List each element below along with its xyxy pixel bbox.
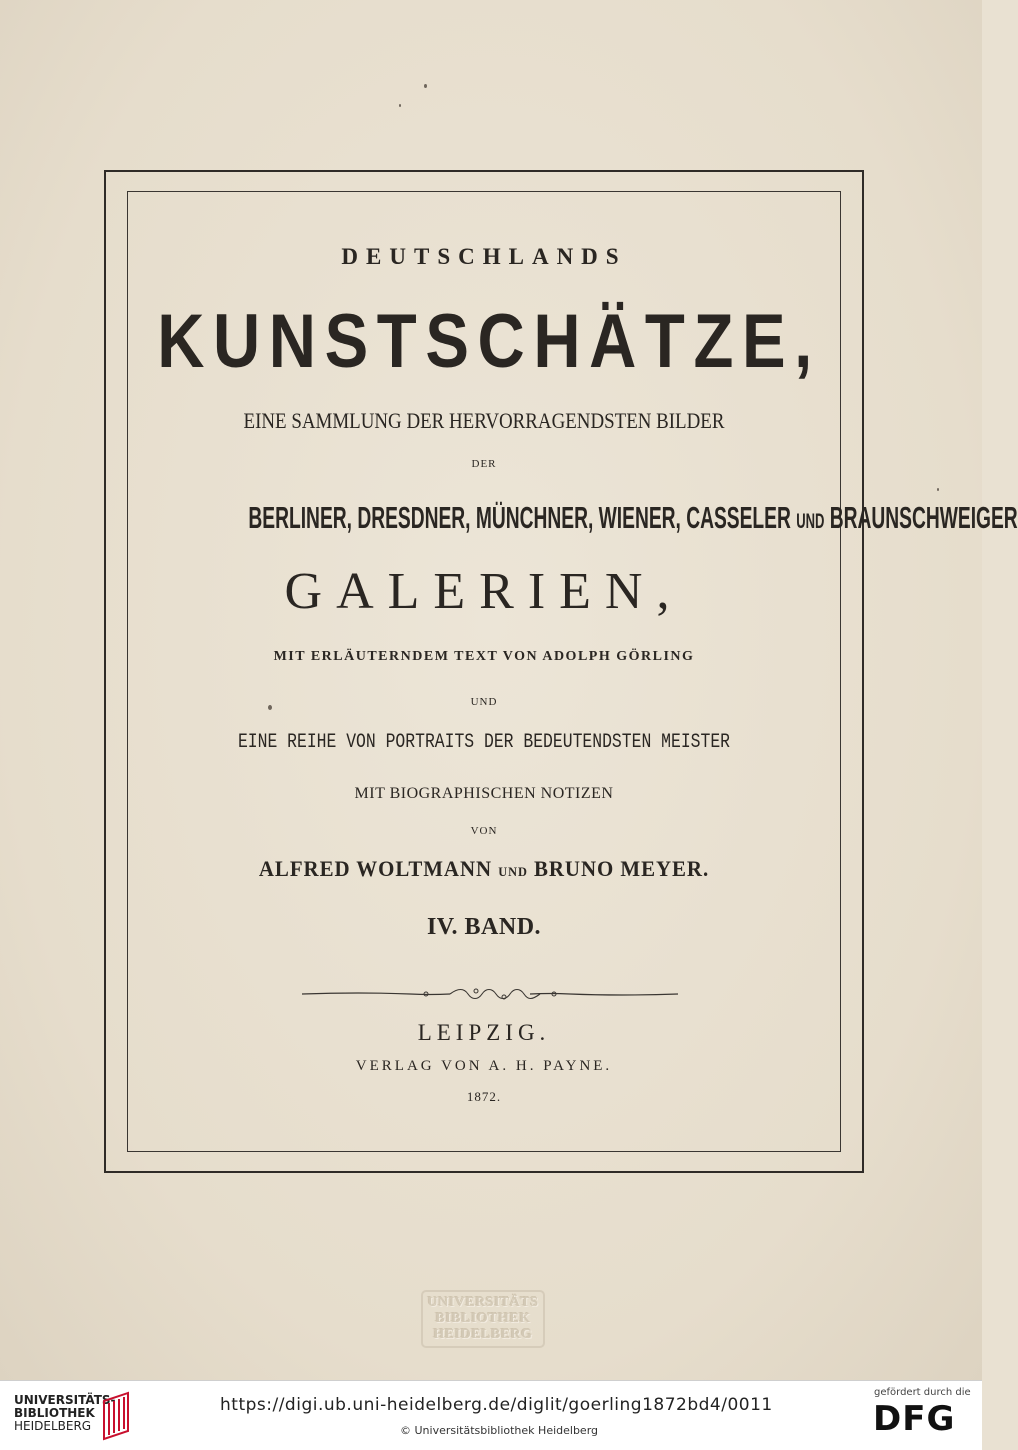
galleries-list-b: BRAUNSCHWEIGER xyxy=(824,500,1018,535)
authors-und: UND xyxy=(498,864,528,879)
author-meyer: BRUNO MEYER. xyxy=(527,856,710,881)
title-deutschlands: DEUTSCHLANDS xyxy=(341,244,627,269)
library-blind-stamp xyxy=(421,1290,545,1348)
permalink-url[interactable]: https://digi.ub.uni-heidelberg.de/diglit/goerling1872bd4/0011 xyxy=(220,1395,773,1415)
authors xyxy=(123,856,845,882)
library-logo-icon xyxy=(98,1389,138,1441)
paper-speck xyxy=(424,84,427,88)
text-von: VON xyxy=(470,825,498,837)
copyright-text: © Universitätsbibliothek Heidelberg xyxy=(400,1424,599,1437)
text-portraits: EINE REIHE VON PORTRAITS DER BEDEUTENDSTEN MEISTER xyxy=(237,731,731,754)
volume-label: IV. BAND. xyxy=(426,914,542,940)
library-name-line-2: BIBLIOTHEK xyxy=(14,1406,95,1420)
paper-speck xyxy=(268,705,272,710)
galleries-list xyxy=(248,500,1018,536)
galleries-list-und: UND xyxy=(796,510,825,533)
title-kunstschaetze: KUNSTSCHÄTZE, xyxy=(157,299,821,384)
ornament-divider xyxy=(300,985,680,1003)
paper-speck xyxy=(937,488,939,491)
city-leipzig: LEIPZIG. xyxy=(417,1020,551,1045)
library-name-line-1: UNIVERSITÄTS- xyxy=(14,1393,116,1407)
library-name-line-3: HEIDELBERG xyxy=(14,1419,92,1433)
text-der: DER xyxy=(471,458,497,470)
publisher: VERLAG VON A. H. PAYNE. xyxy=(355,1058,613,1074)
dfg-logo: DFG xyxy=(873,1399,956,1439)
stamp-line-2: BIBLIOTHEK xyxy=(435,1311,531,1326)
subtitle-sammlung: EINE SAMMLUNG DER HERVORRAGENDSTEN BILDER xyxy=(243,408,725,433)
funded-by-text: gefördert durch die xyxy=(874,1387,971,1398)
text-erlaeuterndem: MIT ERLÄUTERNDEM TEXT VON ADOLPH GÖRLING xyxy=(273,649,695,664)
stamp-line-3: HEIDELBERG xyxy=(433,1327,533,1342)
year: 1872. xyxy=(466,1089,502,1104)
galleries-list-a: BERLINER, DRESDNER, MÜNCHNER, WIENER, CASSELER xyxy=(248,500,797,535)
text-biographischen: MIT BIOGRAPHISCHEN NOTIZEN xyxy=(354,785,614,802)
author-woltmann: ALFRED WOLTMANN xyxy=(258,856,499,881)
footer-bar xyxy=(0,1380,982,1450)
text-und: UND xyxy=(470,696,498,708)
stamp-line-1: UNIVERSITÄTS xyxy=(427,1295,539,1310)
title-galerien: GALERIEN, xyxy=(284,563,684,620)
paper-speck xyxy=(399,104,401,107)
